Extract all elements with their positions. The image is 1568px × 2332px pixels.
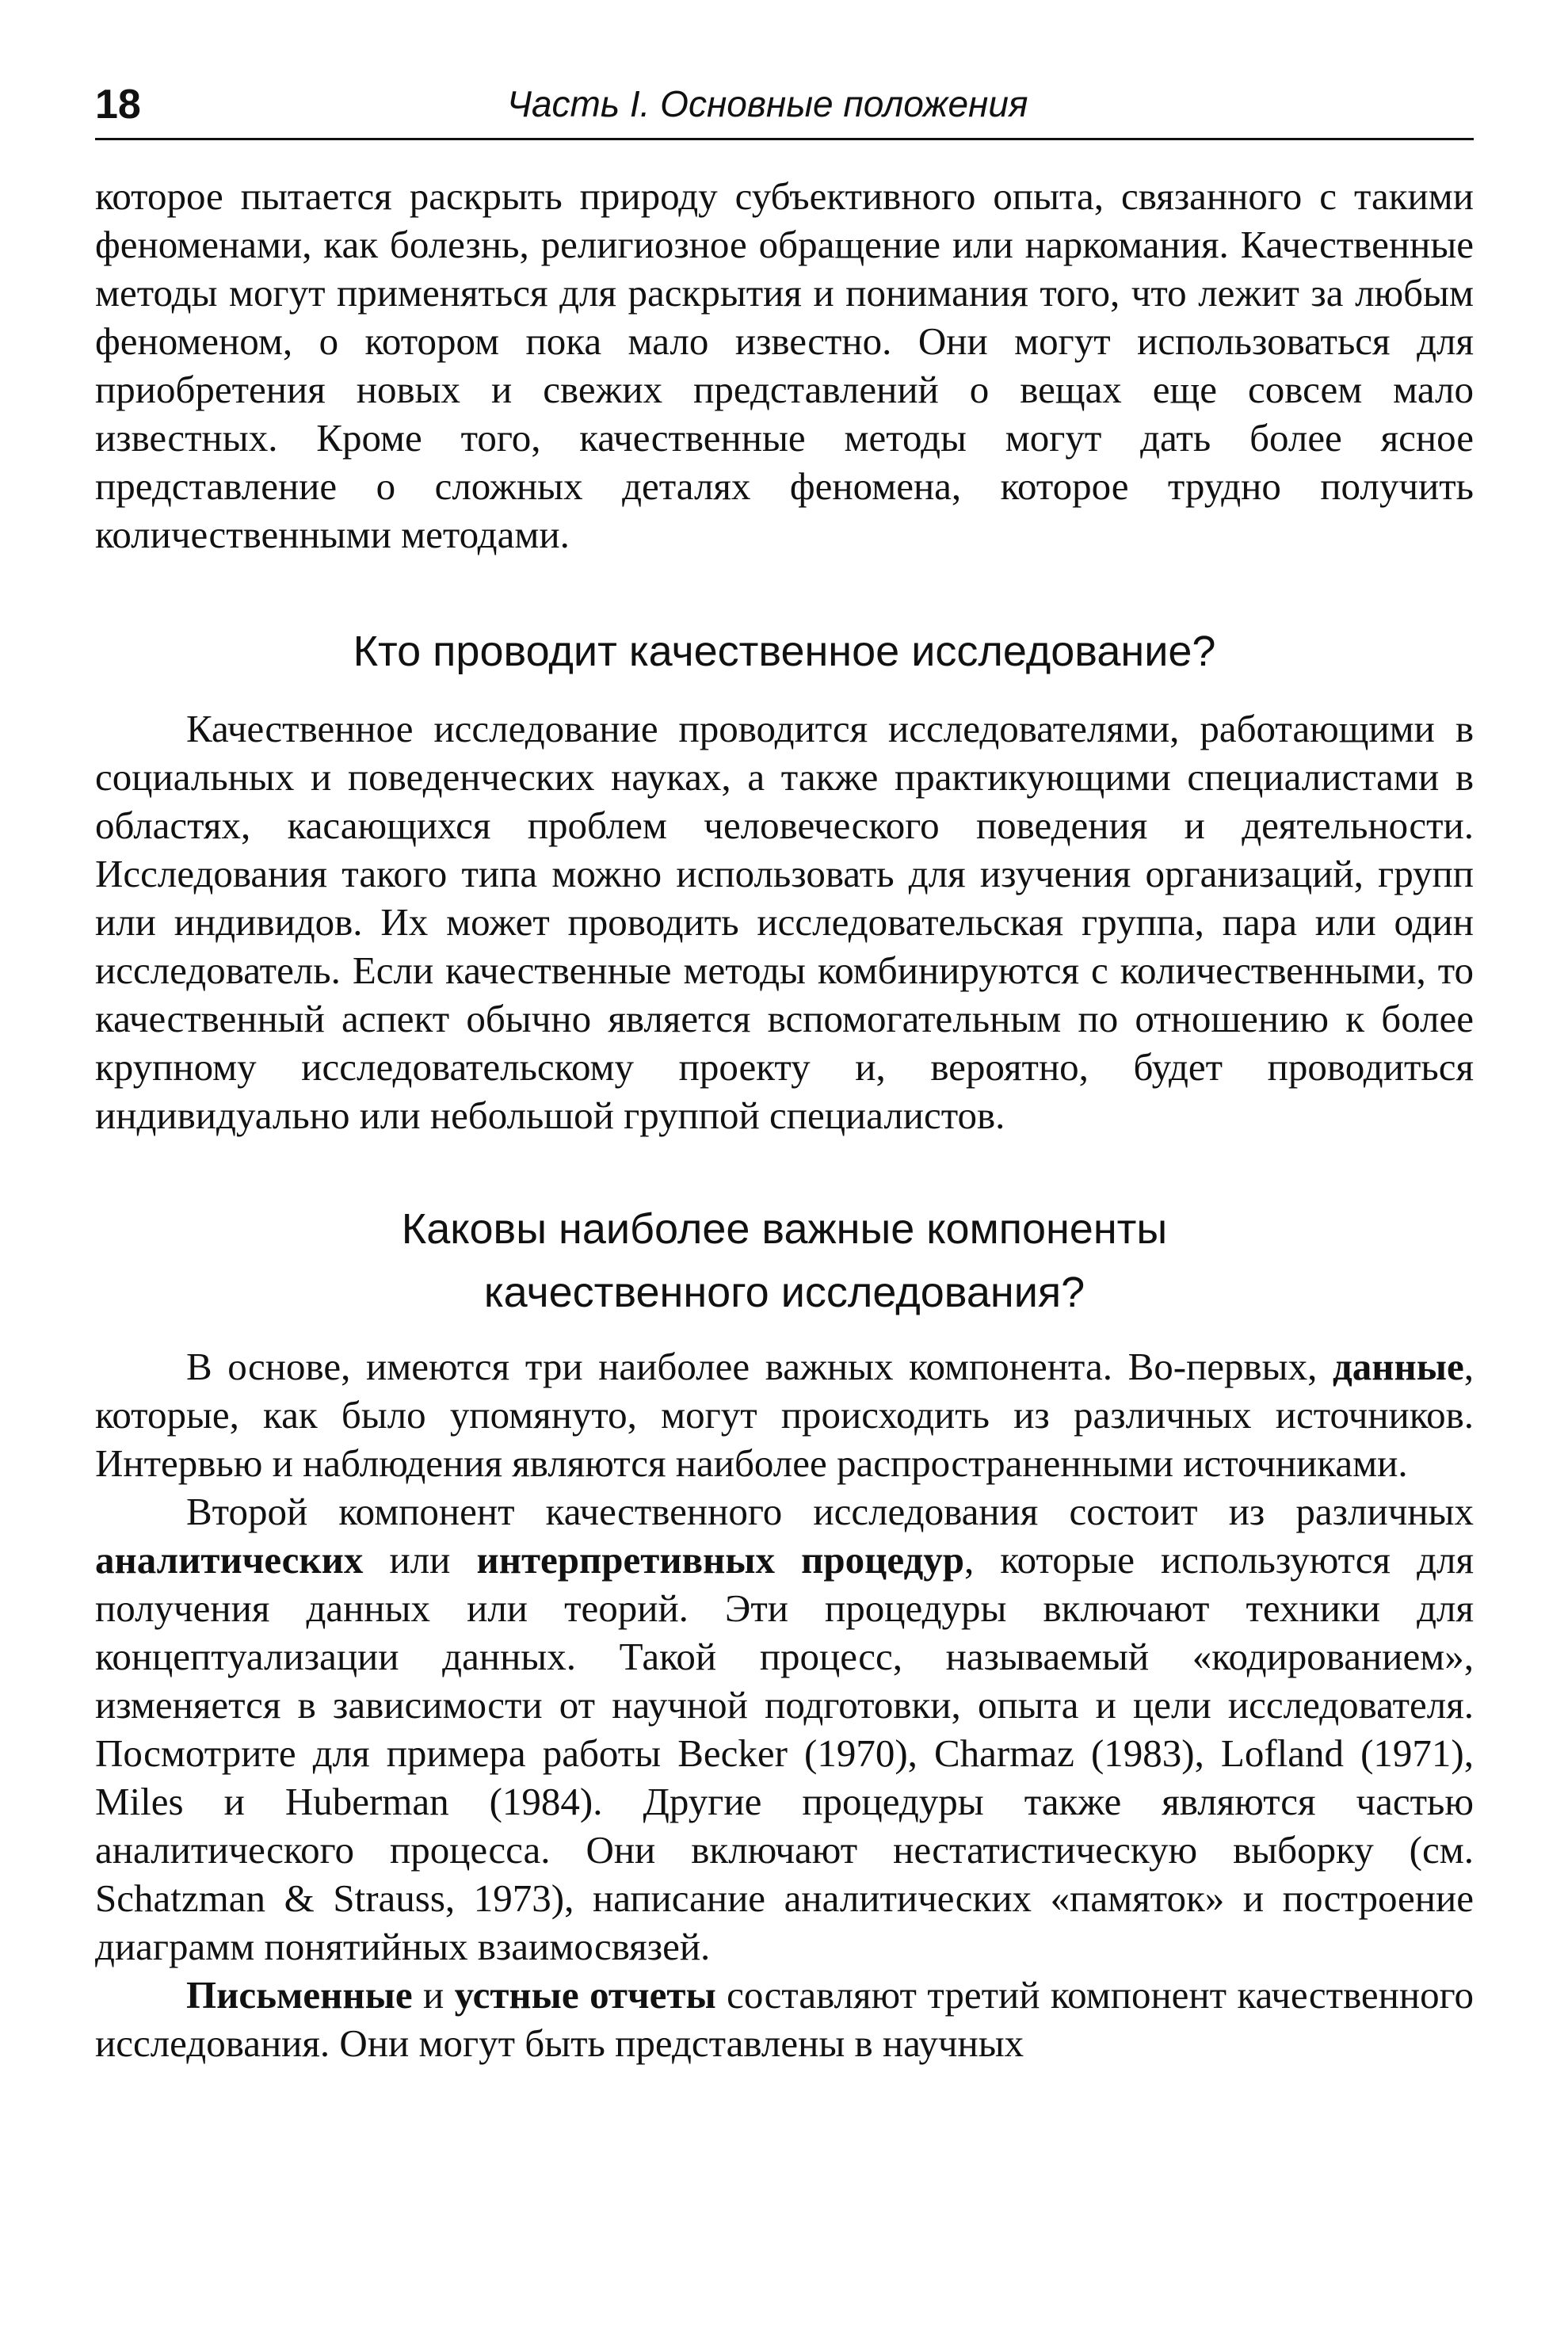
text-run: составляют третий компонент качественного исследования. Они могут быть представлены в научных	[95, 1973, 1474, 2065]
term-oral-reports: устные отчеты	[454, 1973, 716, 2017]
term-data: данные	[1332, 1345, 1464, 1388]
text-run: или	[363, 1538, 477, 1582]
term-analytical: аналитических	[95, 1538, 364, 1582]
text-run: , которые используются для получения данных или теорий. Эти процедуры включают техники для концептуализации данных. Такой процесс, называемый «кодированием», изменяется в зависимости от научной подготовки, опыта и цели исследователя. Посмотрите для примера работы Becker (1970), Charmaz (1983), Lofland (1971), Miles и Huberman (1984). Другие процедуры также являются частью аналитического процесса. Они включают нестатистическую выборку (см. Schatzman & Strauss, 1973), написание аналитических «памяток» и построение диаграмм понятийных взаимосвязей.	[95, 1538, 1474, 1968]
running-title: Часть I. Основные положения	[507, 83, 1028, 124]
running-header	[95, 71, 1474, 140]
term-interpretive-procedures: интерпретивных процедур	[476, 1538, 964, 1582]
section-heading-components-line-2: качественного исследования?	[483, 1269, 1085, 1316]
components-paragraph-2	[95, 1487, 1474, 1971]
term-written: Письменные	[186, 1973, 413, 2017]
who-paragraph: Качественное исследование проводится исследователями, работающими в социальных и поведенческих науках, а также практикующими специалистами в областях, касающихся проблем человеческого поведения и деятельности. Исследования такого типа можно использовать для изучения организаций, групп или индивидов. Их может проводить исследовательская группа, пара или один исследователь. Если качественные методы комбинируются с количественными, то качественный аспект обычно является вспомогательным по отношению к более крупному исследовательскому проекту и, вероятно, будет проводиться индивидуально или небольшой группой специалистов.	[95, 707, 1474, 1137]
text-run: и	[412, 1973, 455, 2017]
intro-paragraph: которое пытается раскрыть природу субъективного опыта, связанного с такими феноменами, как болезнь, религиозное обращение или наркомания. Качественные методы могут применяться для раскрытия и понимания того, что лежит за любым феноменом, о котором пока мало известно. Они могут использоваться для приобретения новых и свежих представлений о вещах еще совсем мало известных. Кроме того, качественные методы могут дать более ясное представление о сложных деталях феномена, которое трудно получить количественными методами.	[95, 174, 1474, 556]
components-paragraph-3	[95, 1971, 1474, 2067]
page-number: 18	[95, 82, 141, 128]
section-heading-components	[95, 1201, 1474, 1320]
section-heading-components-line-1: Каковы наиболее важные компоненты	[401, 1205, 1168, 1253]
book-page	[95, 71, 1474, 2067]
components-paragraph-1	[95, 1342, 1474, 1487]
text-run: В основе, имеются три наиболее важных компонента. Во-первых,	[186, 1345, 1333, 1388]
section-heading-who: Кто проводит качественное исследование?	[353, 628, 1216, 675]
text-run: , которые, как было упомянуто, могут происходить из различных источников. Интервью и наблюдения являются наиболее распространенными источниками.	[95, 1345, 1474, 1485]
text-run: Второй компонент качественного исследования состоит из различных	[186, 1490, 1474, 1533]
